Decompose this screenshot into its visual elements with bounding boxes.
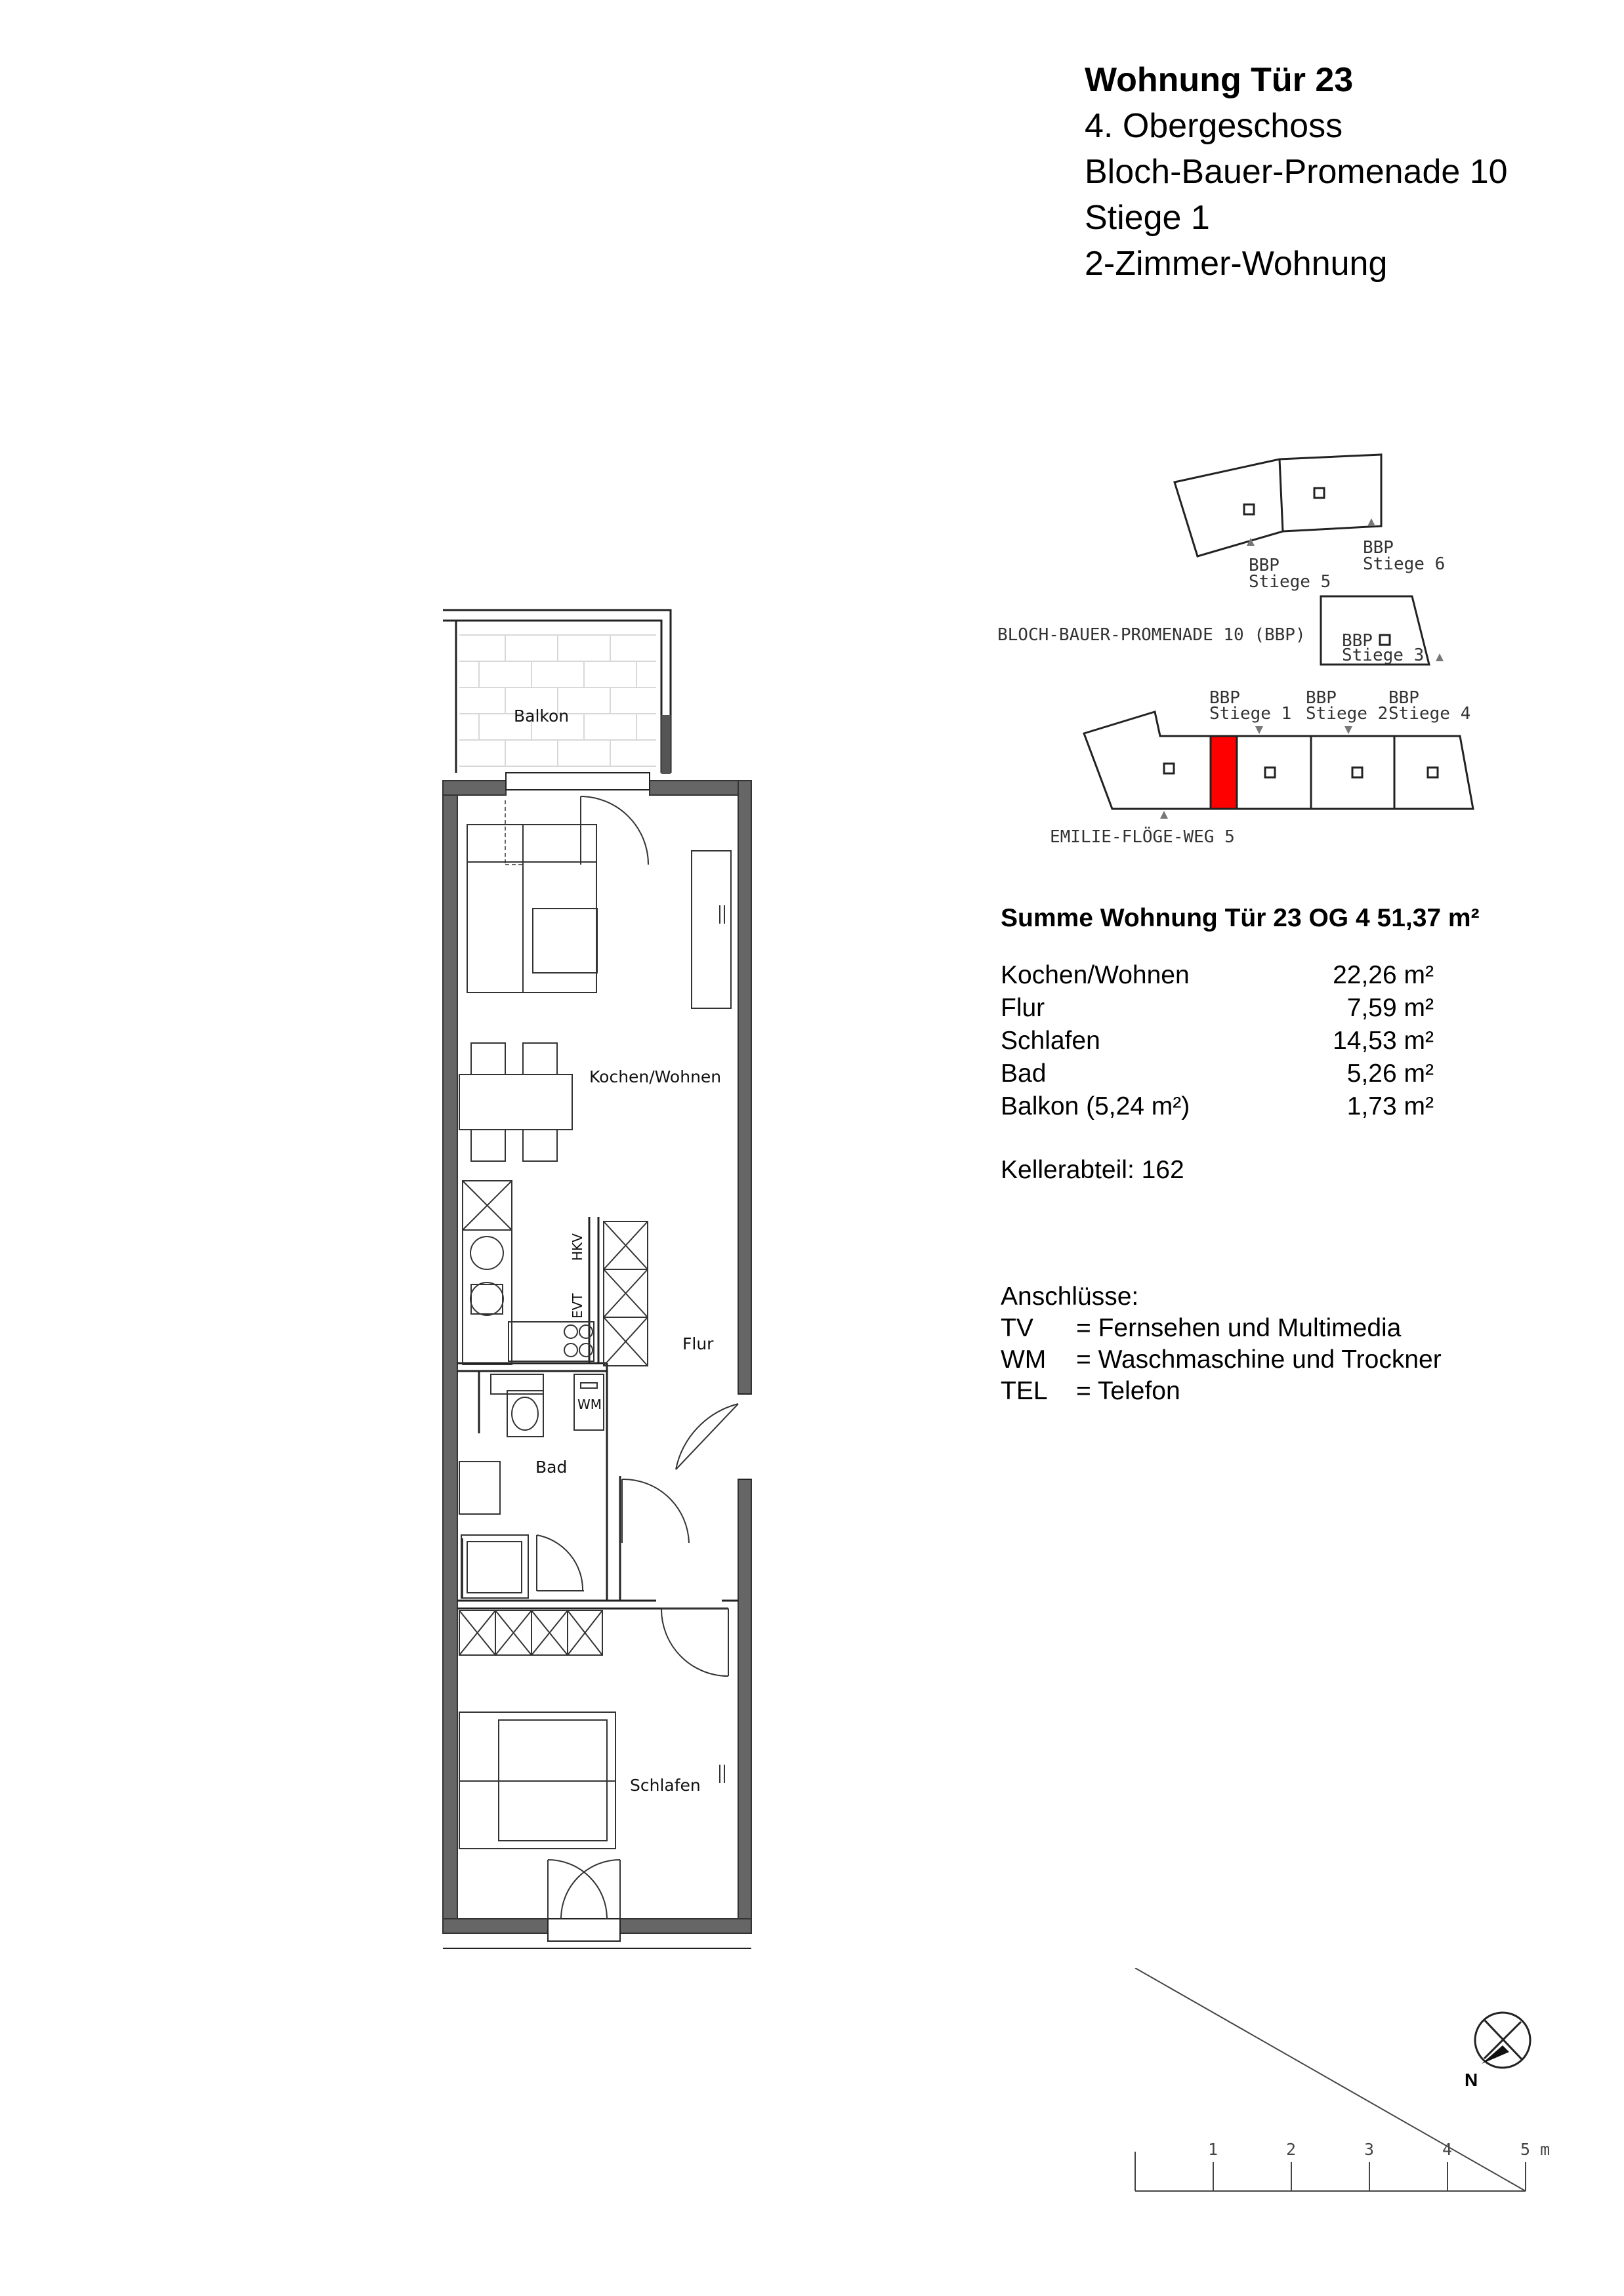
bbp-label-stiege5: BBP	[1249, 556, 1280, 575]
bbp-label-stiege4: BBP	[1388, 688, 1419, 708]
apartment-title: Wohnung Tür 23	[1085, 61, 1354, 99]
north-label: N	[1465, 2070, 1478, 2090]
room-name: Kochen/Wohnen	[1001, 961, 1190, 989]
area-row	[1001, 1059, 1434, 1092]
scale-tick-label: 4	[1442, 2140, 1453, 2159]
address-label: Bloch-Bauer-Promenade 10	[1085, 153, 1508, 191]
room-label-balkon: Balkon	[514, 707, 570, 726]
stiege2-label: Stiege 2	[1306, 704, 1388, 724]
building-south-outline	[1084, 712, 1473, 809]
room-label-kochen-wohnen: Kochen/Wohnen	[589, 1067, 722, 1086]
highlighted-stair-1	[1211, 736, 1237, 809]
interior-walls	[457, 1217, 738, 1609]
area-row	[1001, 994, 1434, 1027]
stiege6-label: Stiege 6	[1363, 554, 1446, 574]
room-name: Bad	[1001, 1059, 1047, 1088]
legend-desc: = Telefon	[1076, 1377, 1180, 1405]
apartment-type-label: 2-Zimmer-Wohnung	[1085, 245, 1388, 283]
north-arrow-icon	[1475, 2013, 1530, 2068]
building-north-outline	[1175, 455, 1381, 556]
room-name: Balkon (5,24 m²)	[1001, 1092, 1190, 1120]
room-label-schlafen: Schlafen	[630, 1776, 701, 1795]
room-label-flur: Flur	[682, 1334, 714, 1353]
area-row	[1001, 961, 1434, 994]
floor-plan	[0, 0, 787, 2020]
room-area: 22,26 m²	[1333, 961, 1434, 989]
legend-item	[1001, 1314, 1401, 1343]
evt-label: EVT	[570, 1293, 585, 1319]
legend-desc: = Waschmaschine und Trockner	[1076, 1345, 1442, 1374]
scale-tick-label: 2	[1286, 2140, 1297, 2159]
legend-abbr: TEL	[1001, 1377, 1048, 1405]
scale-tick-label: 3	[1364, 2140, 1375, 2159]
room-area: 1,73 m²	[1346, 1092, 1434, 1120]
stiege5-label: Stiege 5	[1249, 572, 1331, 592]
legend-desc: = Fernsehen und Multimedia	[1076, 1314, 1402, 1342]
room-name: Schlafen	[1001, 1027, 1100, 1055]
scale-tick-label: 5 m	[1520, 2140, 1551, 2159]
scale-tick-label: 1	[1208, 2140, 1218, 2159]
area-row	[1001, 1092, 1434, 1125]
door-swings	[537, 1404, 738, 1919]
summary-title: Summe Wohnung Tür 23 OG 4 51,37 m²	[1001, 904, 1480, 932]
bbp-label-stiege3: BBP	[1342, 631, 1373, 651]
bbp-label-stiege1: BBP	[1209, 688, 1240, 708]
floor-label: 4. Obergeschoss	[1085, 107, 1343, 145]
room-label-bad: Bad	[535, 1458, 568, 1477]
bbp-label-stiege2: BBP	[1306, 688, 1337, 708]
cellar-label: Kellerabteil: 162	[1001, 1156, 1184, 1184]
bbp-label-stiege6: BBP	[1363, 538, 1394, 558]
legend-title: Anschlüsse:	[1001, 1282, 1139, 1311]
balcony	[443, 610, 671, 774]
area-row	[1001, 1027, 1434, 1059]
wm-label: WM	[577, 1397, 602, 1412]
legend-abbr: TV	[1001, 1314, 1033, 1342]
legend-item	[1001, 1377, 1180, 1406]
stiege1-label: Stiege 1	[1209, 704, 1292, 724]
street-secondary-label: EMILIE-FLÖGE-WEG 5	[1050, 827, 1235, 847]
north-and-scale	[0, 1968, 1624, 2217]
kitchen-unit	[463, 1181, 648, 1366]
hkv-label: HKV	[570, 1233, 585, 1261]
stair-label: Stiege 1	[1085, 199, 1210, 237]
room-name: Flur	[1001, 994, 1045, 1022]
living-furniture	[459, 825, 731, 1161]
stiege4-label: Stiege 4	[1388, 704, 1471, 724]
room-area: 7,59 m²	[1346, 994, 1434, 1022]
street-main-label: BLOCH-BAUER-PROMENADE 10 (BBP)	[997, 625, 1306, 645]
stiege3-label: Stiege 3	[1342, 646, 1425, 665]
room-area: 14,53 m²	[1333, 1027, 1434, 1055]
legend-item	[1001, 1345, 1442, 1374]
legend-abbr: WM	[1001, 1345, 1047, 1374]
room-area: 5,26 m²	[1346, 1059, 1434, 1088]
bedroom-furniture	[459, 1610, 724, 1849]
